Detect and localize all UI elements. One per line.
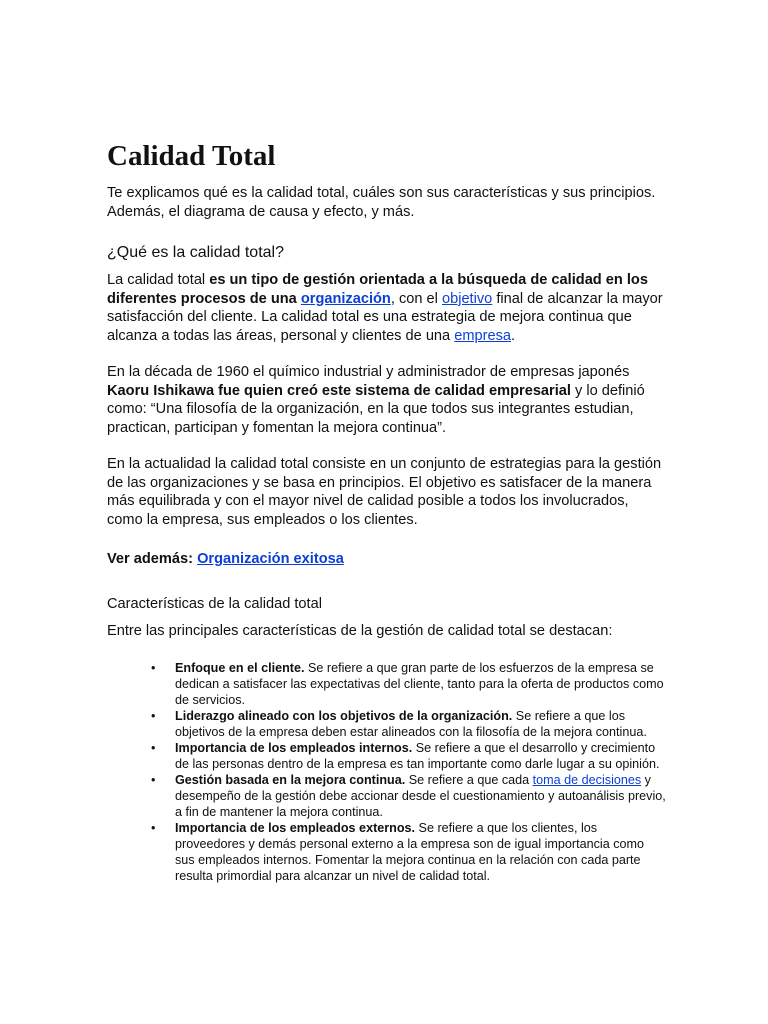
- bullet-icon: •: [151, 821, 156, 835]
- empresa-link[interactable]: empresa: [454, 327, 512, 344]
- list-item: [151, 660, 667, 708]
- list-item-title: Gestión basada en la mejora continua.: [175, 773, 406, 787]
- list-item-text: Se refiere a que cada: [405, 773, 533, 787]
- definition-text-4: .: [511, 327, 516, 344]
- definition-bold-text: es un tipo de gestión orientada a la búsqueda de calidad en los diferentes procesos de una: [107, 272, 648, 307]
- list-item: [151, 772, 667, 820]
- list-item: [151, 820, 667, 884]
- list-item-title: Liderazgo alineado con los objetivos de la organización.: [175, 709, 513, 723]
- list-item-title: Importancia de los empleados internos.: [175, 741, 413, 755]
- organizacion-exitosa-link[interactable]: Organización exitosa: [197, 551, 344, 567]
- list-item: [151, 740, 667, 772]
- objetivo-link[interactable]: objetivo: [441, 290, 493, 307]
- list-item: [151, 708, 667, 740]
- list-item-text: Se refiere a que gran parte de los esfuerzos de la empresa se dedican a satisfacer las expectativas del cliente, tanto para la oferta de productos como de servicios.: [175, 661, 664, 707]
- section-heading-what-is: ¿Qué es la calidad total?: [107, 244, 284, 261]
- section-heading-features: Características de la calidad total: [107, 595, 322, 612]
- list-item-text: Se refiere a que los objetivos de la empresa deben estar alineados con la filosofía de la mejora continua.: [175, 709, 647, 739]
- bullet-icon: •: [151, 741, 156, 755]
- article-body: [107, 138, 667, 884]
- features-lead: Entre las principales características de la gestión de calidad total se destacan:: [107, 622, 613, 639]
- bullet-icon: •: [151, 661, 156, 675]
- definition-text-3: final de alcanzar la mayor satisfacción del cliente. La calidad total es una estrategia de mejora continua que alcanza a todas las áreas, personal y clientes de una: [107, 290, 663, 344]
- features-list: [107, 660, 667, 884]
- list-item-text-2: y desempeño de la gestión debe accionar desde el cuestionamiento y autoanálisis previo, a fin de mantener la mejora continua.: [175, 773, 666, 819]
- definition-paragraph: [107, 271, 667, 345]
- list-item-text: Se refiere a que el desarrollo y crecimiento de las personas dentro de la empresa es tan importante como darle lugar a su opinión.: [175, 741, 660, 771]
- history-text-2: y lo definió como: “Una filosofía de la organización, en la que todos sus integrantes estudian, practican, participan y fomentan la mejora continua”.: [107, 382, 645, 436]
- toma-de-decisiones-link[interactable]: toma de decisiones: [532, 773, 642, 787]
- list-item-title: Importancia de los empleados externos.: [175, 821, 416, 835]
- definition-text-1: La calidad total: [107, 272, 210, 288]
- history-bold-text: Kaoru Ishikawa fue quien creó este sistema de calidad empresarial: [107, 382, 571, 399]
- organizacion-link[interactable]: organización: [300, 290, 391, 307]
- intro-paragraph: Te explicamos qué es la calidad total, cuáles son sus características y sus principios. Además, el diagrama de causa y efecto, y más.: [107, 185, 656, 220]
- see-also-label: Ver además:: [107, 551, 198, 567]
- page-title: Calidad Total: [107, 140, 276, 172]
- history-text-1: En la década de 1960 el químico industrial y administrador de empresas japonés: [107, 364, 630, 380]
- see-also: [107, 550, 667, 569]
- definition-text-2: , con el: [390, 290, 442, 307]
- list-item-title: Enfoque en el cliente.: [175, 661, 305, 675]
- bullet-icon: •: [151, 773, 156, 787]
- bullet-icon: •: [151, 709, 156, 723]
- history-paragraph: [107, 363, 667, 437]
- list-item-text: Se refiere a que los clientes, los proveedores y demás personal externo a la empresa son de igual importancia como sus empleados internos. Fomentar la mejora continua en la relación con cada parte resulta primordial para alcanzar un nivel de calidad total.: [175, 821, 645, 883]
- current-paragraph: En la actualidad la calidad total consiste en un conjunto de estrategias para la gestión de las organizaciones y se basa en principios. El objetivo es satisfacer de la manera más equilibrada y con el mayor nivel de calidad posible a todos los involucrados, como la empresa, sus empleados o los clientes.: [107, 456, 662, 528]
